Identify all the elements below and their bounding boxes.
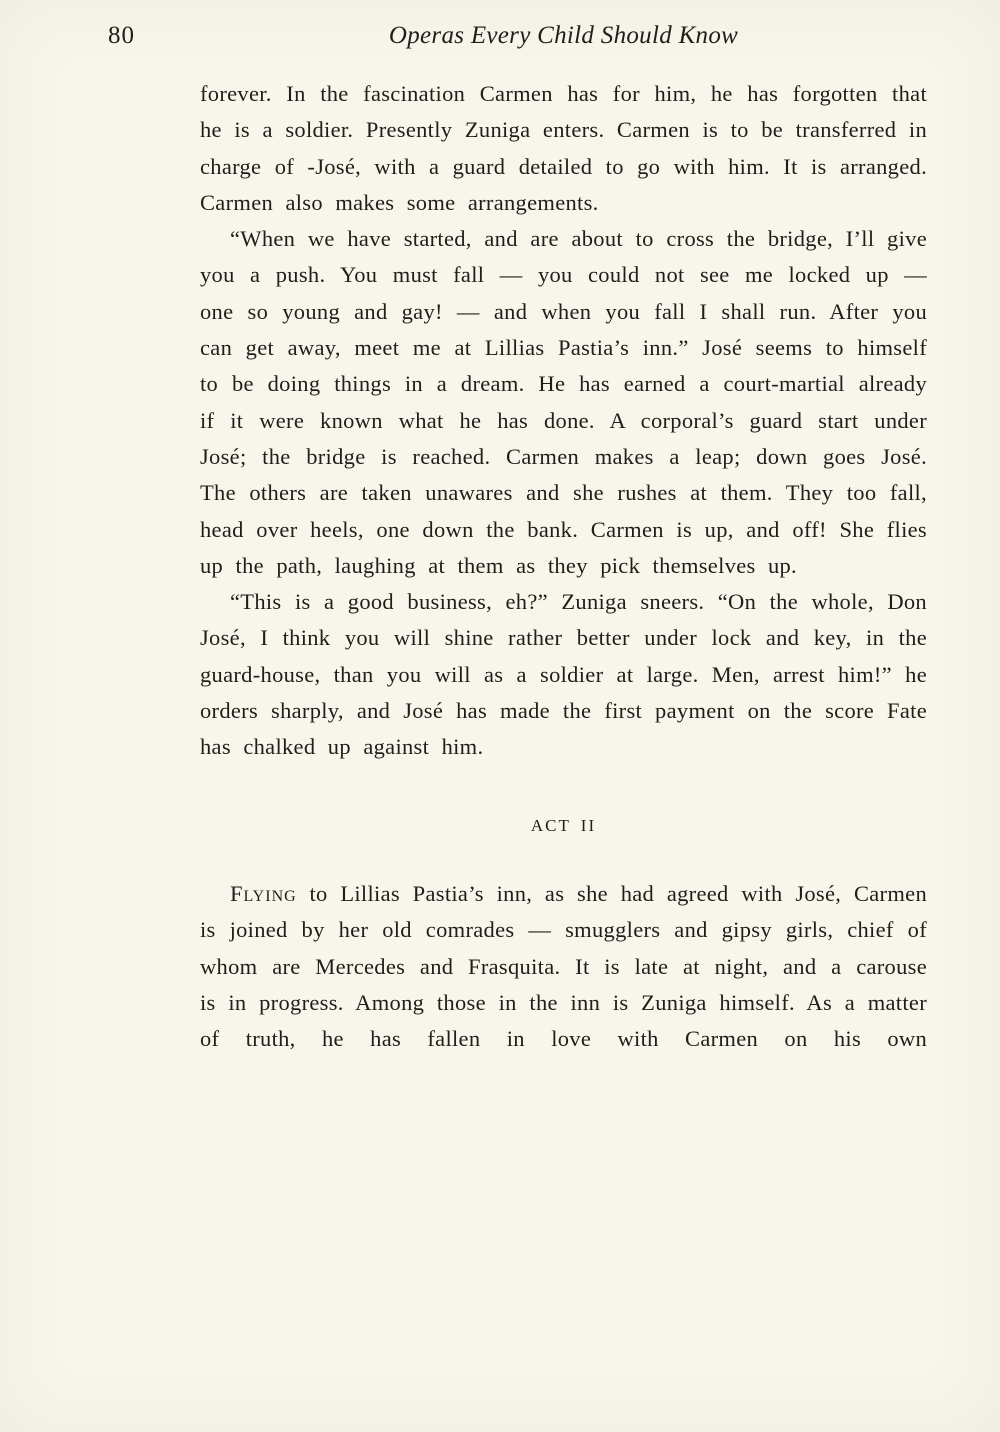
paragraph-forever: forever. In the fascination Carmen has for him, he has forgotten that he is a soldier. Presently Zuniga enters. Carmen is to be transferred in charge of -José, with a guard detailed to go with him. It is arranged. Carmen also makes some arrangements. bbox=[200, 81, 927, 215]
paragraph-zuniga-sneers: “This is a good business, eh?” Zuniga sneers. “On the whole, Don José, I think you will shine rather better under lock and key, in the guard-house, than you will as a soldier at large. Men, arrest him!” he orders sharply, and José has made the first payment on the score Fate has chalked up against him. bbox=[200, 589, 927, 760]
paragraph-act2-text: to Lillias Pastia’s inn, as she had agreed with José, Carmen is joined by her old comrades — smugglers and gipsy girls, chief of whom are Mercedes and Frasquita. It is late at night, and a carouse is in progress. Among those in the inn is Zuniga himself. As a matter of truth, he has fallen in love with Carmen on his own bbox=[200, 880, 927, 1052]
act-heading: ACT II bbox=[530, 815, 597, 835]
page-number: 80 bbox=[108, 22, 135, 49]
page-body bbox=[200, 76, 927, 1057]
running-title: Operas Every Child Should Know bbox=[388, 22, 739, 49]
paragraph-act2-opening bbox=[200, 876, 927, 1057]
lead-word-flying: Flying bbox=[230, 880, 297, 906]
page-header bbox=[0, 22, 1000, 62]
paragraph-bridge-quote: “When we have started, and are about to cross the bridge, I’ll give you a push. You must fall — you could not see me locked up — one so young and gay! — and when you fall I shall run. After you can get away, meet me at Lillias Pastia’s inn.” José seems to himself to be doing things in a dream. He has earned a court-martial already if it were known what he has done. A corporal’s guard start under José; the bridge is reached. Carmen makes a leap; down goes José. The others are taken unawares and she rushes at them. They too fall, head over heels, one down the bank. Carmen is up, and off! She flies up the path, laughing at them as they pick themselves up. bbox=[200, 226, 927, 578]
